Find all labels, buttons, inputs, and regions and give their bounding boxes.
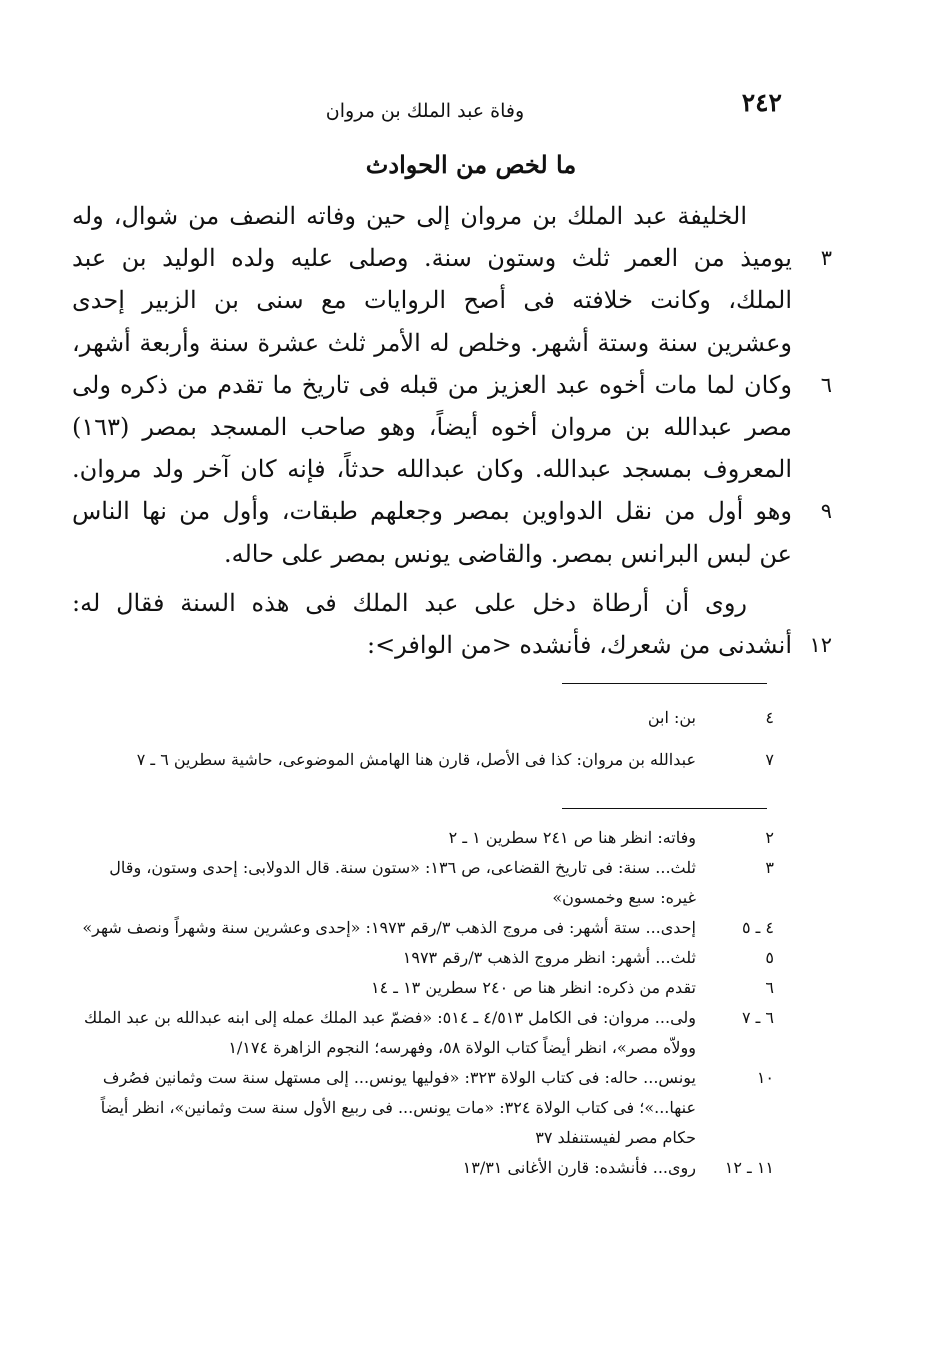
footnote <box>80 703 774 733</box>
line-text: الملك، وكانت خلافته فى أصح الروايات مع سنى بن الزبير إحدى <box>72 286 792 315</box>
line-text: عن لبس البرانس بمصر. والقاضى يونس بمصر على حاله. <box>223 539 792 568</box>
footnote <box>80 1063 774 1153</box>
footnote-line-ref: ١٠ <box>756 1068 774 1087</box>
line-number: ٩ <box>820 499 832 524</box>
line-text: يوميذ من العمر ثلث وستون سنة. وصلى عليه ولده الوليد بن عبد <box>72 244 792 273</box>
line-number: ٦ <box>820 372 832 397</box>
line-text: وعشرين سنة وستة أشهر. وخلص له الأمر ثلث عشرة سنة وأربعة أشهر، <box>72 328 792 357</box>
footnote-line-ref: ٦ ـ ٧ <box>741 1008 774 1027</box>
footnote-text: إحدى... ستة أشهر: فى مروج الذهب ٣/رقم ١٩٧٣: «إحدى وعشرين سنة وشهراً ونصف شهر» <box>82 918 696 937</box>
footnote-line-ref: ٢ <box>765 828 774 847</box>
footnote-line-ref: ٤ ـ ٥ <box>741 918 774 937</box>
footnote-divider <box>562 683 767 684</box>
running-title: وفاة عبد الملك بن مروان <box>325 100 525 122</box>
line-text: وكان لما مات أخوه عبد العزيز من قبله فى تاريخ ما تقدم من ذكره ولى <box>72 370 792 399</box>
source-notes <box>80 823 774 1183</box>
footnote-line-ref: ٤ <box>765 708 774 727</box>
footnote-text: وفاته: انظر هنا ص ٢٤١ سطرين ١ ـ ٢ <box>448 828 696 847</box>
line-number: ١٢ <box>809 632 832 657</box>
line-text: وهو أول من نقل الدواوين بمصر وجعلهم طبقات، وأول من نها الناس <box>72 497 792 526</box>
footnote-text: تقدم من ذكره: انظر هنا ص ٢٤٠ سطرين ١٣ ـ ١٤ <box>371 978 696 997</box>
line-text: الخليفة عبد الملك بن مروان إلى حين وفاته النصف من شوال، وله <box>72 202 747 230</box>
footnote-divider <box>562 808 767 809</box>
line-text: روى أن أرطاة دخل على عبد الملك فى هذه السنة فقال له: <box>72 588 747 617</box>
footnote <box>80 853 774 913</box>
footnote-text: يونس... حاله: فى كتاب الولاة ٣٢٣: «فوليها يونس... إلى مستهل سنة ست وثمانين فصُرف عنها...»؛ فى كتاب الولاة ٣٢٤: «مات يونس... فى ربيع الأول سنة ست وثمانين»، انظر أيضاً حكام مصر لفيستنفلد ٣٧ <box>100 1068 696 1147</box>
footnote-line-ref: ٦ <box>765 978 774 997</box>
footnote <box>80 823 774 853</box>
text-line <box>72 322 792 364</box>
text-line <box>72 237 832 279</box>
main-text <box>72 195 832 666</box>
section-heading: ما لخص من الحوادث <box>365 150 577 179</box>
footnote-line-ref: ١١ ـ ١٢ <box>724 1158 774 1177</box>
footnote <box>80 943 774 973</box>
footnote-text: ثلث... سنة: فى تاريخ القضاعى، ص ١٣٦: «ستون سنة. قال الدولابى: إحدى وستون، وقال غيره: سبع وخمسون» <box>109 858 696 907</box>
footnote-line-ref: ٣ <box>765 858 774 877</box>
footnote <box>80 745 774 775</box>
line-text: أنشدنى من شعرك، فأنشده <من الوافر>: <box>366 630 792 659</box>
text-line <box>72 406 792 448</box>
text-line <box>72 490 832 532</box>
footnote <box>80 913 774 943</box>
text-line <box>72 533 792 575</box>
text-line <box>72 624 832 666</box>
text-line <box>72 195 792 237</box>
footnote-text: روى... فأنشده: قارن الأغانى ١٣/٣١ <box>462 1158 696 1177</box>
footnote-line-ref: ٧ <box>765 750 774 769</box>
footnote-line-ref: ٥ <box>765 948 774 967</box>
footnote-text: ولى... مروان: فى الكامل ٤/٥١٣ ـ ٥١٤: «فضمّ عبد الملك عمله إلى ابنه عبدالله بن عبد الملك وولاّه مصر»، انظر أيضاً كتاب الولاة ٥٨، وفهرسه؛ النجوم الزاهرة ١/١٧٤ <box>83 1008 696 1057</box>
line-text: مصر عبدالله بن مروان أخوه أيضاً، وهو صاحب المسجد بمصر (١٦٣) <box>72 412 792 441</box>
footnote-text: بن: ابن <box>647 708 696 727</box>
footnote-text: عبدالله بن مروان: كذا فى الأصل، قارن هنا الهامش الموضوعى، حاشية سطرين ٦ ـ ٧ <box>136 750 696 769</box>
text-line <box>72 582 792 624</box>
line-text: المعروف بمسجد عبدالله. وكان عبدالله حدثاً، فإنه كان آخر ولد مروان. <box>72 455 792 484</box>
text-line <box>72 448 792 490</box>
footnote <box>80 973 774 1003</box>
line-number: ٣ <box>820 246 832 271</box>
footnote <box>80 1153 774 1183</box>
page-number: ٢٤٢ <box>741 88 782 117</box>
text-line <box>72 364 832 406</box>
text-line <box>72 279 792 321</box>
footnote-text: ثلث... أشهر: انظر مروج الذهب ٣/رقم ١٩٧٣ <box>402 948 696 967</box>
apparatus-notes <box>80 703 774 775</box>
footnote <box>80 1003 774 1063</box>
